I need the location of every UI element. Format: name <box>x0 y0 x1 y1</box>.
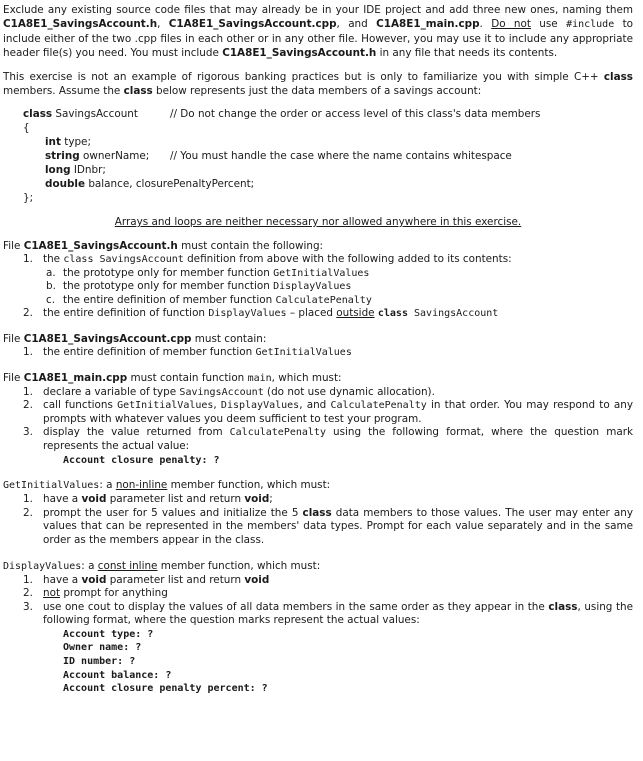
list-item: 1. the entire definition of member function GetInitialValues <box>23 345 352 358</box>
format-line: Account closure penalty percent: ? <box>63 683 268 695</box>
list-item: 1. have a void parameter list and return void; <box>23 493 273 506</box>
format-line: Account balance: ? <box>63 669 172 681</box>
displayvalues-section: DisplayValues: a const inline member function, which must: 1. have a void parameter list and return void 2. not prompt for anything 3. use one cout to display the values of all data members in the same order as they appear in the class, using the following format, where the question marks represent the actual values: Account type: ? Owner name: ? ID number: ? Account balance: ? Account closure penalty percent: ? <box>3 559 633 695</box>
display-output-format <box>3 628 633 696</box>
list-item: b. the prototype only for member function DisplayValues <box>46 280 352 293</box>
list-item: 1. declare a variable of type SavingsAccount (do not use dynamic allocation). <box>23 385 435 398</box>
code-comment: // Do not change the order or access level of this class's data members <box>170 108 541 120</box>
list-item: 2. call functions GetInitialValues, DisplayValues, and CalculatePenalty in that order. You may respond to any prompts with whatever values you deem sufficient to test your program. <box>23 399 633 425</box>
penalty-output-format: Account closure penalty: ? <box>63 454 220 466</box>
getinitialvalues-section: GetInitialValues: a non-inline member function, which must: 1. have a void parameter list and return void; 2. prompt the user for 5 values and initialize the 5 class data members to those values. The user may enter any values that can be represented in the members' data types. Prompt for each value separately and in the same order as the members appear in the class. <box>3 479 633 546</box>
list-item: 1. have a void parameter list and return void <box>23 573 270 586</box>
arrays-loops-note: Arrays and loops are neither necessary nor allowed anywhere in this exercise. <box>114 216 522 228</box>
class-code-block: class SavingsAccount // Do not change the order or access level of this class's data members { int type; string ownerName; // You must handle the case where the name contains whitespace long IDnbr; double balance, closurePenaltyPercent; }; <box>23 108 541 204</box>
list-item: a. the prototype only for member function GetInitialValues <box>46 266 370 279</box>
exercise-description: This exercise is not an example of rigorous banking practices but is only to familiarize you with simple C++ class members. Assume the class below represents just the data members of a savings account: <box>3 71 633 97</box>
list-item: c. the entire definition of member function CalculatePenalty <box>46 293 372 306</box>
main-file-section: File C1A8E1_main.cpp must contain function main, which must: 1. declare a variable of type SavingsAccount (do not use dynamic allocation). 2. call functions GetInitialValues, DisplayValues, and CalculatePenalty in that order. You may respond to any prompts with whatever values you deem sufficient to test your program. 3. display the value returned from CalculatePenalty using the following format, where the question mark represents the actual value: Account closure penalty: ? <box>3 371 633 466</box>
format-line: ID number: ? <box>63 656 136 668</box>
list-item: 2. not prompt for anything <box>23 587 168 600</box>
cpp-file-section: File C1A8E1_SavingsAccount.cpp must contain: 1. the entire definition of member function GetInitialValues <box>3 332 633 360</box>
list-item: 2. the entire definition of function DisplayValues – placed outside class SavingsAccount <box>23 307 499 320</box>
header-file-section: File C1A8E1_SavingsAccount.h must contain the following: 1. the class SavingsAccount definition from above with the following added to its contents: a. the prototype only for member function GetInitialValues b. the prototype only for member function DisplayValues c. the entire definition of member function CalculatePenalty 2. the entire definition of function DisplayValues – placed outside class SavingsAccount <box>3 239 633 321</box>
format-line: Owner name: ? <box>63 642 142 654</box>
list-item: 2. prompt the user for 5 values and initialize the 5 class data members to those values. The user may enter any values that can be represented in the members' data types. Prompt for each value separately and in the same order as the members appear in the class. <box>23 506 633 546</box>
list-item: 3. use one cout to display the values of all data members in the same order as they appear in the class, using the following format, where the question marks represent the actual values: <box>23 600 633 627</box>
format-line: Account type: ? <box>63 628 154 640</box>
code-comment: // You must handle the case where the name contains whitespace <box>170 150 512 162</box>
list-item: 1. the class SavingsAccount definition from above with the following added to its contents: a. the prototype only for member function GetInitialValues b. the prototype only for member function DisplayValues c. the entire definition of member function CalculatePenalty <box>3 253 633 307</box>
intro-paragraph: Exclude any existing source code files that may already be in your IDE project and add three new ones, naming them C1A8E1_SavingsAccount.h, C1A8E1_SavingsAccount.cpp, and C1A8E1_main.cpp. Do not use #include to include either of the two .cpp files in each other or in any other file. However, you may use it to include any appropriate header file(s) you need. You must include C1A8E1_SavingsAccount.h in any file that needs its contents. <box>3 4 634 59</box>
list-item: 3. display the value returned from CalculatePenalty using the following format, where the question mark represents the actual value: <box>23 426 633 452</box>
